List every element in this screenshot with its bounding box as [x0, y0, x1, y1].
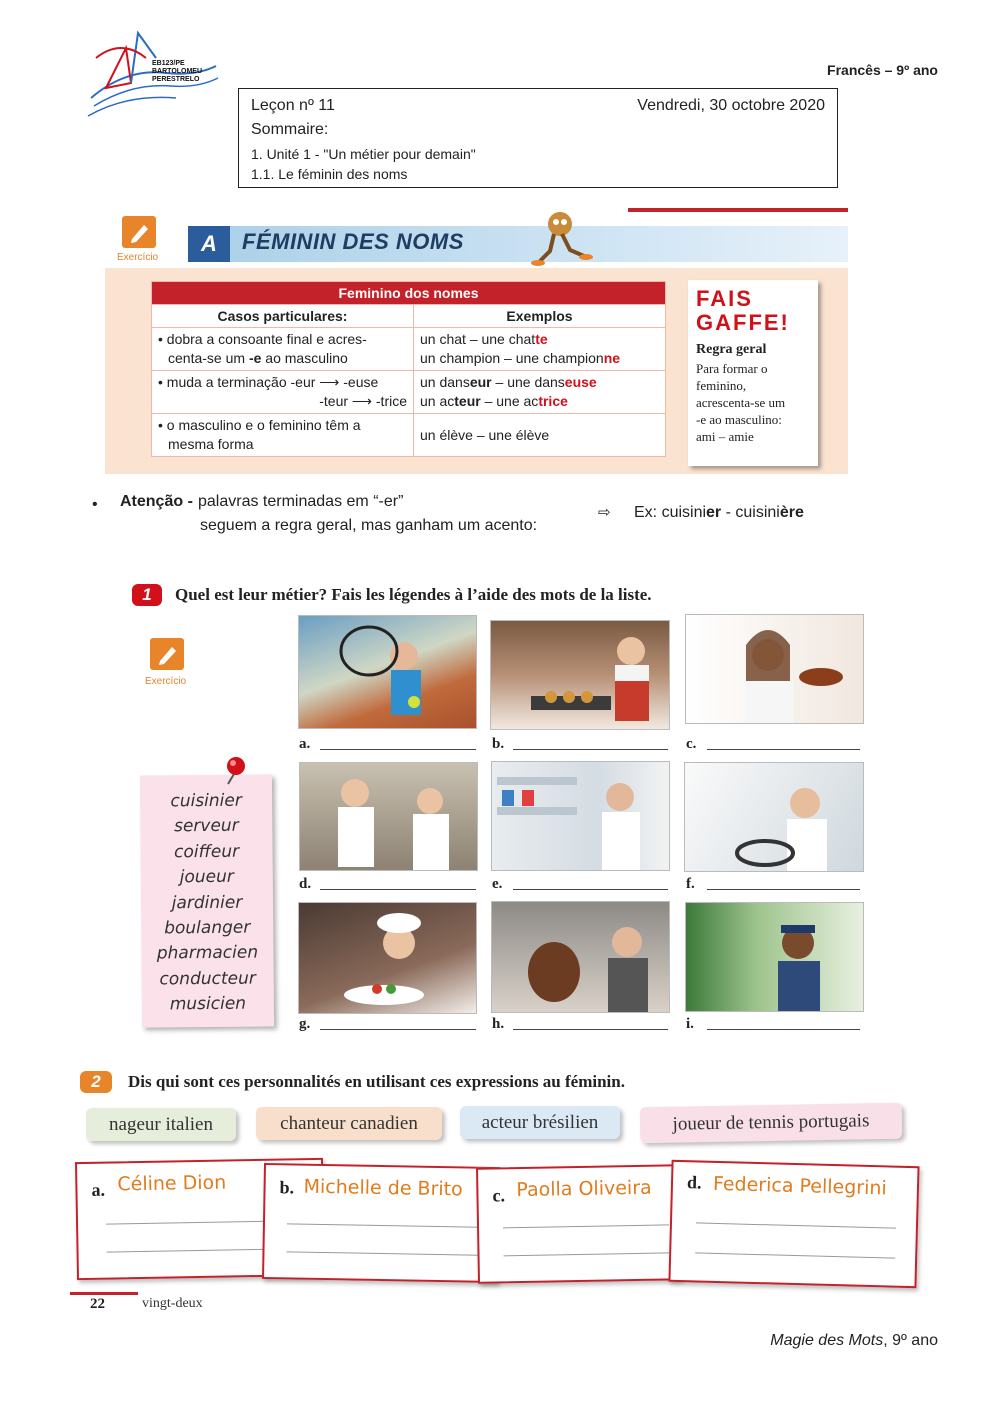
attention-example [634, 504, 804, 522]
rule-title: Regra geral [696, 342, 767, 357]
table-row [152, 328, 666, 371]
attention-text: palavras terminadas em “-er” [198, 493, 404, 510]
answer-line[interactable] [320, 1029, 476, 1030]
case-line: centa-se um -e ao masculino [168, 350, 348, 366]
answer-line[interactable] [707, 889, 860, 890]
word-list-note [140, 774, 274, 1027]
card-line[interactable] [695, 1252, 895, 1258]
photo-cook [298, 902, 477, 1014]
photo-violinist [685, 614, 864, 724]
example-line: un chat – une chatte [420, 331, 548, 347]
expression-tag: chanteur canadien [256, 1107, 442, 1140]
photo-gardener [685, 902, 864, 1012]
course-label: Francês – 9º ano [827, 62, 938, 78]
card-letter: d. [686, 1172, 702, 1193]
exercise-number-badge [80, 1071, 112, 1093]
answer-line[interactable] [707, 1029, 860, 1030]
fais-gaffe-title: GAFFE! [696, 310, 790, 335]
exercise-instruction: Quel est leur métier? Fais les légendes à l’aide des mots de la liste. [175, 585, 652, 604]
exercise-icon [122, 216, 156, 248]
example-text: Ex: cuisini [634, 504, 707, 521]
answer-line[interactable] [513, 1029, 668, 1030]
answer-letter: f. [686, 876, 695, 892]
answer-letter: h. [492, 1016, 505, 1032]
example-line: un danseur – une danseuse [420, 374, 597, 390]
photo-baker [490, 620, 670, 730]
attention-label: Atenção - [120, 493, 193, 510]
example-line: un élève – une élève [420, 426, 550, 443]
lesson-number: Leçon nº 11 [251, 97, 335, 114]
summary-item: 1.1. Le féminin des noms [251, 166, 408, 182]
answer-letter: g. [299, 1016, 311, 1032]
table-row [152, 371, 666, 414]
answer-letter: i. [686, 1016, 694, 1032]
exercise-number: 1 [142, 585, 152, 604]
exercise-number-badge [132, 584, 162, 606]
arrow-icon: ⇨ [598, 504, 611, 521]
card-line[interactable] [503, 1224, 669, 1228]
word-item: joueur [179, 866, 234, 888]
expression-tag: nageur italien [86, 1108, 236, 1141]
book-title-suffix: , 9º ano [883, 1332, 938, 1349]
book-title [770, 1332, 938, 1350]
case-line: -teur ⟶ -trice [319, 393, 407, 409]
exercise-icon [150, 638, 184, 670]
card-name: Michelle de Brito [303, 1175, 463, 1201]
answer-letter: d. [299, 876, 312, 892]
rule-line: acrescenta-se um [696, 395, 786, 410]
example-highlight: ère [779, 504, 804, 521]
answer-line[interactable] [513, 749, 668, 750]
word-item: serveur [173, 816, 239, 837]
page-number-words: vingt-deux [142, 1296, 203, 1311]
bullet-icon: • [92, 496, 98, 513]
case-line: mesma forma [168, 436, 254, 452]
word-item: cuisinier [170, 790, 242, 812]
section-letter: A [188, 226, 230, 262]
summary-label: Sommaire: [251, 121, 329, 138]
table-header: Casos particulares: [152, 305, 414, 328]
case-line: • muda a terminação -eur ⟶ -euse [158, 374, 379, 390]
case-line: • o masculino e o feminino têm a [158, 417, 361, 433]
photo-pharmacist [491, 761, 670, 871]
fais-gaffe-box [688, 280, 818, 466]
answer-line[interactable] [320, 889, 476, 890]
pencil-icon [150, 638, 184, 670]
card-name: Paolla Oliveira [516, 1176, 652, 1202]
example-line: un champion – une championne [420, 350, 621, 366]
photo-waitresses [299, 762, 478, 871]
table-title: Feminino dos nomes [152, 282, 666, 305]
word-item: conducteur [159, 968, 256, 990]
logo-line: EB123/PE [152, 60, 185, 67]
example-text: - cuisini [721, 504, 780, 521]
expression-tag: acteur brésilien [460, 1106, 620, 1139]
expression-tag: joueur de tennis portugais [640, 1103, 903, 1144]
photo-tennis-player [298, 615, 477, 729]
answer-line[interactable] [320, 749, 476, 750]
example-line: un acteur – une actrice [420, 393, 568, 409]
rule-line: feminino, [696, 378, 747, 393]
answer-letter: e. [492, 876, 503, 892]
card-letter: b. [279, 1177, 295, 1198]
card-line[interactable] [286, 1251, 486, 1255]
exercise-icon-label: Exercício [145, 676, 187, 687]
logo-line: BARTOLOMEU [152, 68, 203, 75]
lesson-date: Vendredi, 30 octobre 2020 [637, 97, 825, 114]
word-item: musicien [169, 993, 247, 1015]
decor-bar [628, 208, 848, 212]
personality-card [262, 1163, 500, 1283]
fais-gaffe-title: FAIS [696, 286, 753, 311]
rule-line: -e ao masculino: [696, 412, 782, 427]
exercise-instruction: Dis qui sont ces personnalités en utilisant ces expressions au féminin. [128, 1072, 625, 1091]
word-item: jardinier [171, 892, 243, 913]
word-item: boulanger [164, 917, 251, 939]
exercise-number: 2 [91, 1072, 101, 1091]
answer-letter: a. [299, 736, 311, 752]
page-number-bar [70, 1292, 138, 1295]
rule-line: ami – amie [696, 429, 754, 444]
attention-text: seguem a regra geral, mas ganham um acento: [200, 517, 538, 534]
answer-line[interactable] [707, 749, 860, 750]
rule-line: Para formar o [696, 361, 768, 376]
card-line[interactable] [696, 1222, 896, 1228]
school-logo [86, 28, 221, 118]
personality-card [476, 1164, 682, 1284]
case-line: • dobra a consoante final e acres- [158, 331, 367, 347]
card-name: Federica Pellegrini [712, 1172, 888, 1200]
personality-card [668, 1160, 919, 1288]
photo-driver [684, 762, 864, 872]
photo-hairdresser [491, 901, 670, 1013]
example-highlight: er [706, 504, 722, 521]
page-number: 22 [90, 1296, 105, 1312]
book-title-italic: Magie des Mots [770, 1332, 884, 1349]
card-name: Céline Dion [117, 1171, 227, 1196]
rule-text [696, 360, 785, 445]
pencil-icon [122, 216, 156, 248]
exercise-icon-label: Exercício [117, 252, 159, 263]
table-row [152, 414, 666, 457]
answer-letter: b. [492, 736, 505, 752]
summary-item: 1. Unité 1 - "Un métier pour demain" [251, 146, 476, 162]
card-line[interactable] [504, 1252, 670, 1256]
logo-line: PERESTRELO [152, 76, 200, 83]
answer-line[interactable] [513, 889, 668, 890]
word-item: pharmacien [156, 942, 259, 964]
mascot-illustration [522, 206, 594, 268]
section-title: FÉMININ DES NOMS [242, 229, 464, 254]
answer-letter: c. [686, 736, 697, 752]
card-line[interactable] [287, 1223, 487, 1227]
card-letter: c. [492, 1185, 506, 1206]
card-letter: a. [91, 1179, 106, 1200]
lesson-box [238, 88, 838, 188]
pushpin-icon [222, 756, 248, 786]
feminine-table [151, 281, 666, 457]
table-header: Exemplos [414, 305, 666, 328]
word-item: coiffeur [174, 841, 240, 863]
